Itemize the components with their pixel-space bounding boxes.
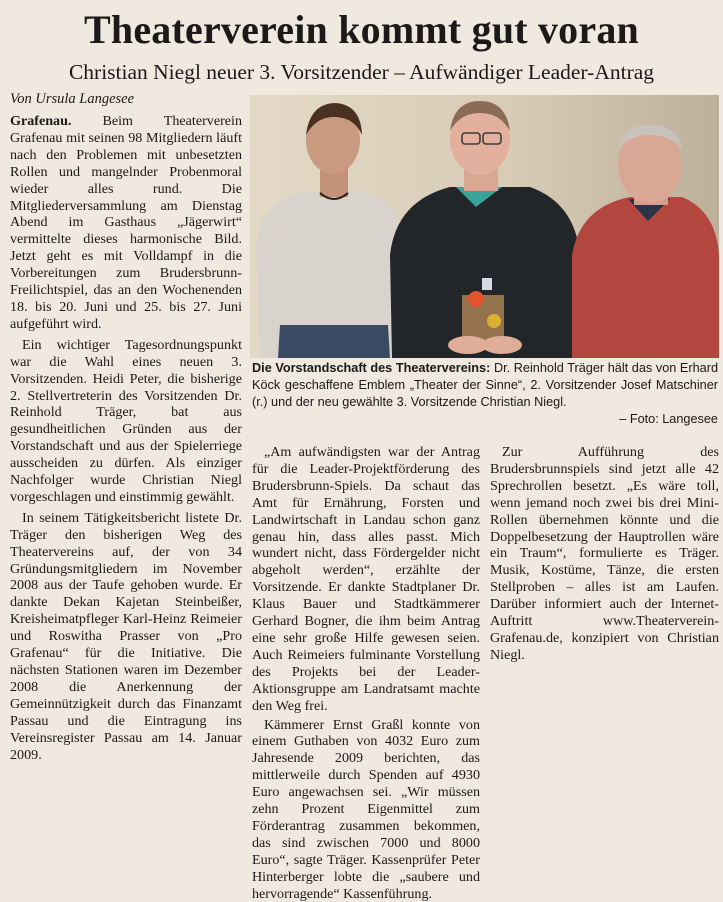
photo-credit: – Foto: Langesee (252, 411, 718, 428)
photo-caption (252, 360, 718, 428)
person-middle (390, 101, 580, 358)
paragraph-2: Ein wichtiger Tagesordnungspunkt war die Wahl eines neuen 3. Vorsitzenden. Heidi Peter, die bisherige 2. Stellvertreterin des Vorsitzenden Dr. Reinhold Träger, bat aus gesundheitlichen Gründen aus der Vorstandschaft und aus der Spielerriege ausscheiden zu dürfen. Als einziger Nachfolger wurde Christian Niegl vorgeschlagen und einstimmig gewählt. (10, 337, 242, 506)
article-column-1 (10, 113, 242, 763)
caption-text: Dr. Reinhold Träger hält das von Erhard Köck geschaffene Emblem „Theater der Sinne“, 2. Vorsitzender Josef Matschiner (r.) und der neu gewählte 3. Vorsitzende Christian Niegl. (252, 361, 718, 409)
paragraph-1 (10, 113, 242, 333)
subheadline: Christian Niegl neuer 3. Vorsitzender – Aufwändiger Leader-Antrag (0, 58, 723, 86)
headline: Theaterverein kommt gut voran (0, 6, 723, 54)
paragraph-4: „Am aufwändigsten war der Antrag für die Leader-Projektförderung des Brudersbrunn-Spiels. Da schaut das Amt für Ernährung, Forsten und Landwirtschaft in Landau schon ganz genau hin, dass alles passt. Mich wundert nicht, dass Fördergelder nicht abgeholt werden“, erzählte der Vorsitzende. Er dankte Stadtplaner Dr. Klaus Bauer und Stadtkämmerer Gerhard Bogner, die ihm beim Antrag eine sehr große Hilfe gewesen seien. Auch Reimeiers fulminante Vorstellung des Projekts bei der Leader-Aktionsgruppe am Landratsamt machte den Weg frei. (252, 444, 480, 715)
dateline: Grafenau. (10, 113, 71, 129)
caption-lead: Die Vorstandschaft des Theatervereins: (252, 361, 490, 375)
photo-illustration (250, 95, 719, 358)
paragraph-1-text: Beim Theaterverein Grafenau mit seinen 98 Mitgliedern läuft nach den Problemen mit unbesetzten Rollen und mangelnder Probenmoral wieder alles rund. Die Mitgliederversammlung am Dienstag Abend im Gasthaus „Jägerwirt“ vermittelte dieses harmonische Bild. Jetzt geht es mit Volldampf in die Vorbereitungen zum Brudersbrunn-Freilichtspiel, das an den Wochenenden 18. bis 20. Juni und 25. bis 27. Juni aufgeführt wird. (10, 113, 242, 332)
person-right (572, 125, 719, 358)
paragraph-6: Zur Aufführung des Brudersbrunnspiels sind jetzt alle 42 Sprechrollen besetzt. „Es wäre toll, wenn jemand noch zwei bis drei Mini-Rollen übernehmen könnte und die Doppelbesetzung der Hauptrollen wäre ein Traum“, formulierte es Träger. Musik, Kostüme, Tänze, die ersten Stellproben – alles ist am Laufen. Darüber informiert auch der Internet-Auftritt www.Theaterverein-Grafenau.de, konzipiert von Christian Niegl. (490, 444, 719, 664)
article-photo (250, 95, 719, 358)
person-left (256, 103, 408, 358)
paragraph-5: Kämmerer Ernst Graßl konnte von einem Guthaben von 4032 Euro zum Jahresende 2009 berichten, das mittlerweile durch Spenden auf 4930 Euro angewachsen sei. „Wir müssen zehn Prozent Eigenmittel zum Förderantrag zusammen bekommen, das sind zwischen 7000 und 8000 Euro“, sagte Träger. Kassenprüfer Peter Hinterberger lobte die „saubere und hervorragende“ Kassenführung. (252, 717, 480, 902)
byline: Von Ursula Langesee (10, 91, 134, 108)
paragraph-3: In seinem Tätigkeitsbericht listete Dr. Träger den bisherigen Weg des Theatervereins auf, der von 34 Gründungsmitgliedern im November 2008 aus der Taufe gehoben wurde. Er dankte Dekan Kajetan Steinbeißer, Kreisheimatpfleger Karl-Heinz Reimeier und Roswitha Prasser von „Pro Grafenau“ für die Initiative. Die nächsten Stationen waren im Dezember 2008 die Anerkennung der Gemeinnützigkeit durch das Finanzamt Passau und die Eintragung ins Vereinsregister Passau am 14. Januar 2009. (10, 510, 242, 764)
article-column-2 (252, 444, 480, 902)
article-column-3 (490, 444, 719, 664)
